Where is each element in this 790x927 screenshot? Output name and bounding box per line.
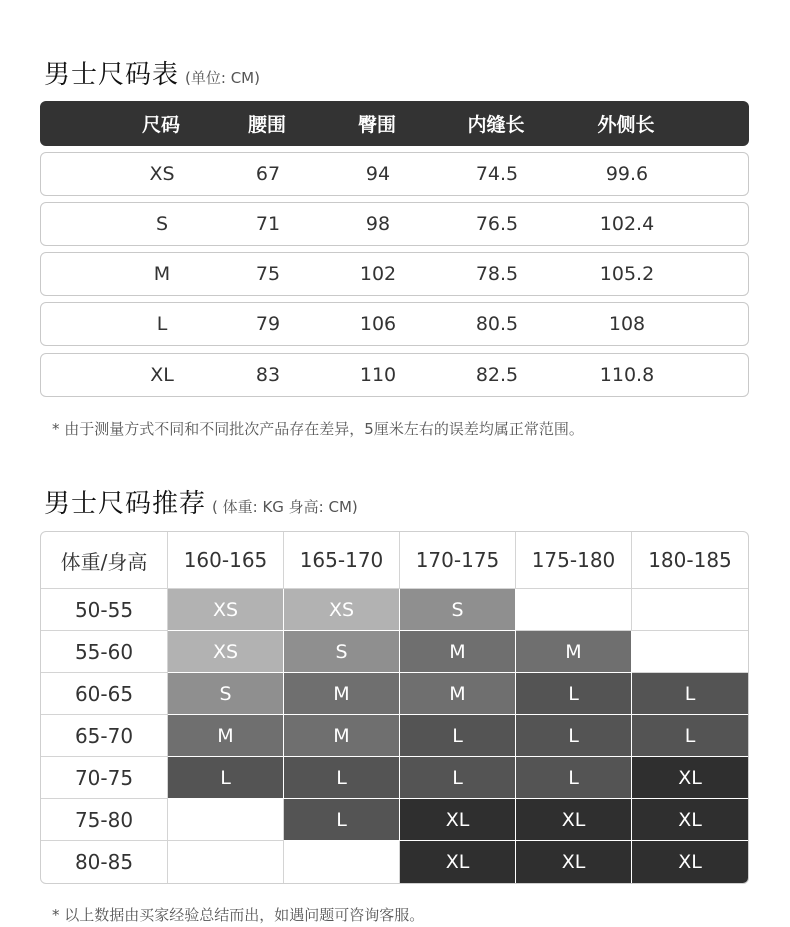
table-row [40,152,749,196]
size-cell: XL [632,841,748,883]
size-cell: XS [284,589,400,631]
weight-range-label: 80-85 [41,841,168,883]
header-hip: 臀围 [357,114,397,136]
size-cell: L [168,757,284,799]
cell-outseam: 99.6 [605,163,649,185]
empty-cell [168,841,284,883]
size-cell: XL [516,799,632,841]
empty-cell [516,589,632,631]
cell-waist: 67 [255,163,281,185]
size-cell: XL [632,799,748,841]
weight-range-label: 60-65 [41,673,168,715]
cell-inseam: 78.5 [475,263,519,285]
cell-size: M [153,263,171,285]
empty-cell [284,841,400,883]
cell-inseam: 74.5 [475,163,519,185]
cell-hip: 102 [359,263,397,285]
cell-outseam: 102.4 [599,213,655,235]
recommend-title [44,483,358,520]
cell-outseam: 108 [608,313,646,335]
cell-hip: 110 [359,364,397,386]
cell-waist: 71 [255,213,281,235]
size-cell: XL [632,757,748,799]
size-cell: L [284,757,400,799]
size-cell: M [516,631,632,673]
table-row [40,202,749,246]
size-cell: XS [168,631,284,673]
height-range-header: 165-170 [284,532,400,589]
size-cell: XL [400,799,516,841]
cell-inseam: 76.5 [475,213,519,235]
size-chart-note: * 由于测量方式不同和不同批次产品存在差异，5厘米左右的误差均属正常范围。 [52,420,584,438]
size-cell: L [632,715,748,757]
empty-cell [632,631,748,673]
weight-range-label: 75-80 [41,799,168,841]
grid-corner-label: 体重/身高 [41,532,168,589]
cell-hip: 106 [359,313,397,335]
size-chart-unit: (单位: CM) [185,69,260,87]
cell-waist: 83 [255,364,281,386]
cell-hip: 94 [365,163,391,185]
cell-outseam: 105.2 [599,263,655,285]
cell-inseam: 82.5 [475,364,519,386]
size-cell: M [400,673,516,715]
cell-inseam: 80.5 [475,313,519,335]
size-cell: S [168,673,284,715]
size-cell: M [400,631,516,673]
height-range-header: 175-180 [516,532,632,589]
cell-size: XL [150,364,174,386]
empty-cell [632,589,748,631]
cell-hip: 98 [365,213,391,235]
recommend-grid [40,531,749,884]
height-range-header: 170-175 [400,532,516,589]
recommend-note: * 以上数据由买家经验总结而出，如遇问题可咨询客服。 [52,906,425,924]
size-chart-header [40,101,749,146]
size-cell: L [632,673,748,715]
header-inseam: 内缝长 [467,114,525,136]
size-cell: L [516,715,632,757]
size-cell: M [284,715,400,757]
size-cell: XL [400,841,516,883]
header-size: 尺码 [141,114,181,136]
size-cell: L [516,757,632,799]
size-cell: M [168,715,284,757]
table-row [40,353,749,397]
cell-waist: 79 [255,313,281,335]
table-row [40,252,749,296]
size-cell: XL [516,841,632,883]
size-cell: M [284,673,400,715]
size-cell: L [516,673,632,715]
size-chart-title [44,54,260,91]
size-chart-title-text: 男士尺码表 [44,60,180,90]
header-outseam: 外侧长 [597,114,655,136]
size-cell: XS [168,589,284,631]
weight-range-label: 55-60 [41,631,168,673]
weight-range-label: 65-70 [41,715,168,757]
size-cell: S [284,631,400,673]
cell-waist: 75 [255,263,281,285]
table-row [40,302,749,346]
cell-size: S [155,213,169,235]
cell-size: XS [149,163,175,185]
header-waist: 腰围 [247,114,287,136]
cell-outseam: 110.8 [599,364,655,386]
height-range-header: 160-165 [168,532,284,589]
size-cell: L [400,757,516,799]
size-cell: L [400,715,516,757]
height-range-header: 180-185 [632,532,748,589]
weight-range-label: 50-55 [41,589,168,631]
size-cell: L [284,799,400,841]
recommend-unit: ( 体重: KG 身高: CM) [212,498,358,516]
weight-range-label: 70-75 [41,757,168,799]
size-cell: S [400,589,516,631]
empty-cell [168,799,284,841]
cell-size: L [156,313,168,335]
recommend-title-text: 男士尺码推荐 [44,489,207,519]
